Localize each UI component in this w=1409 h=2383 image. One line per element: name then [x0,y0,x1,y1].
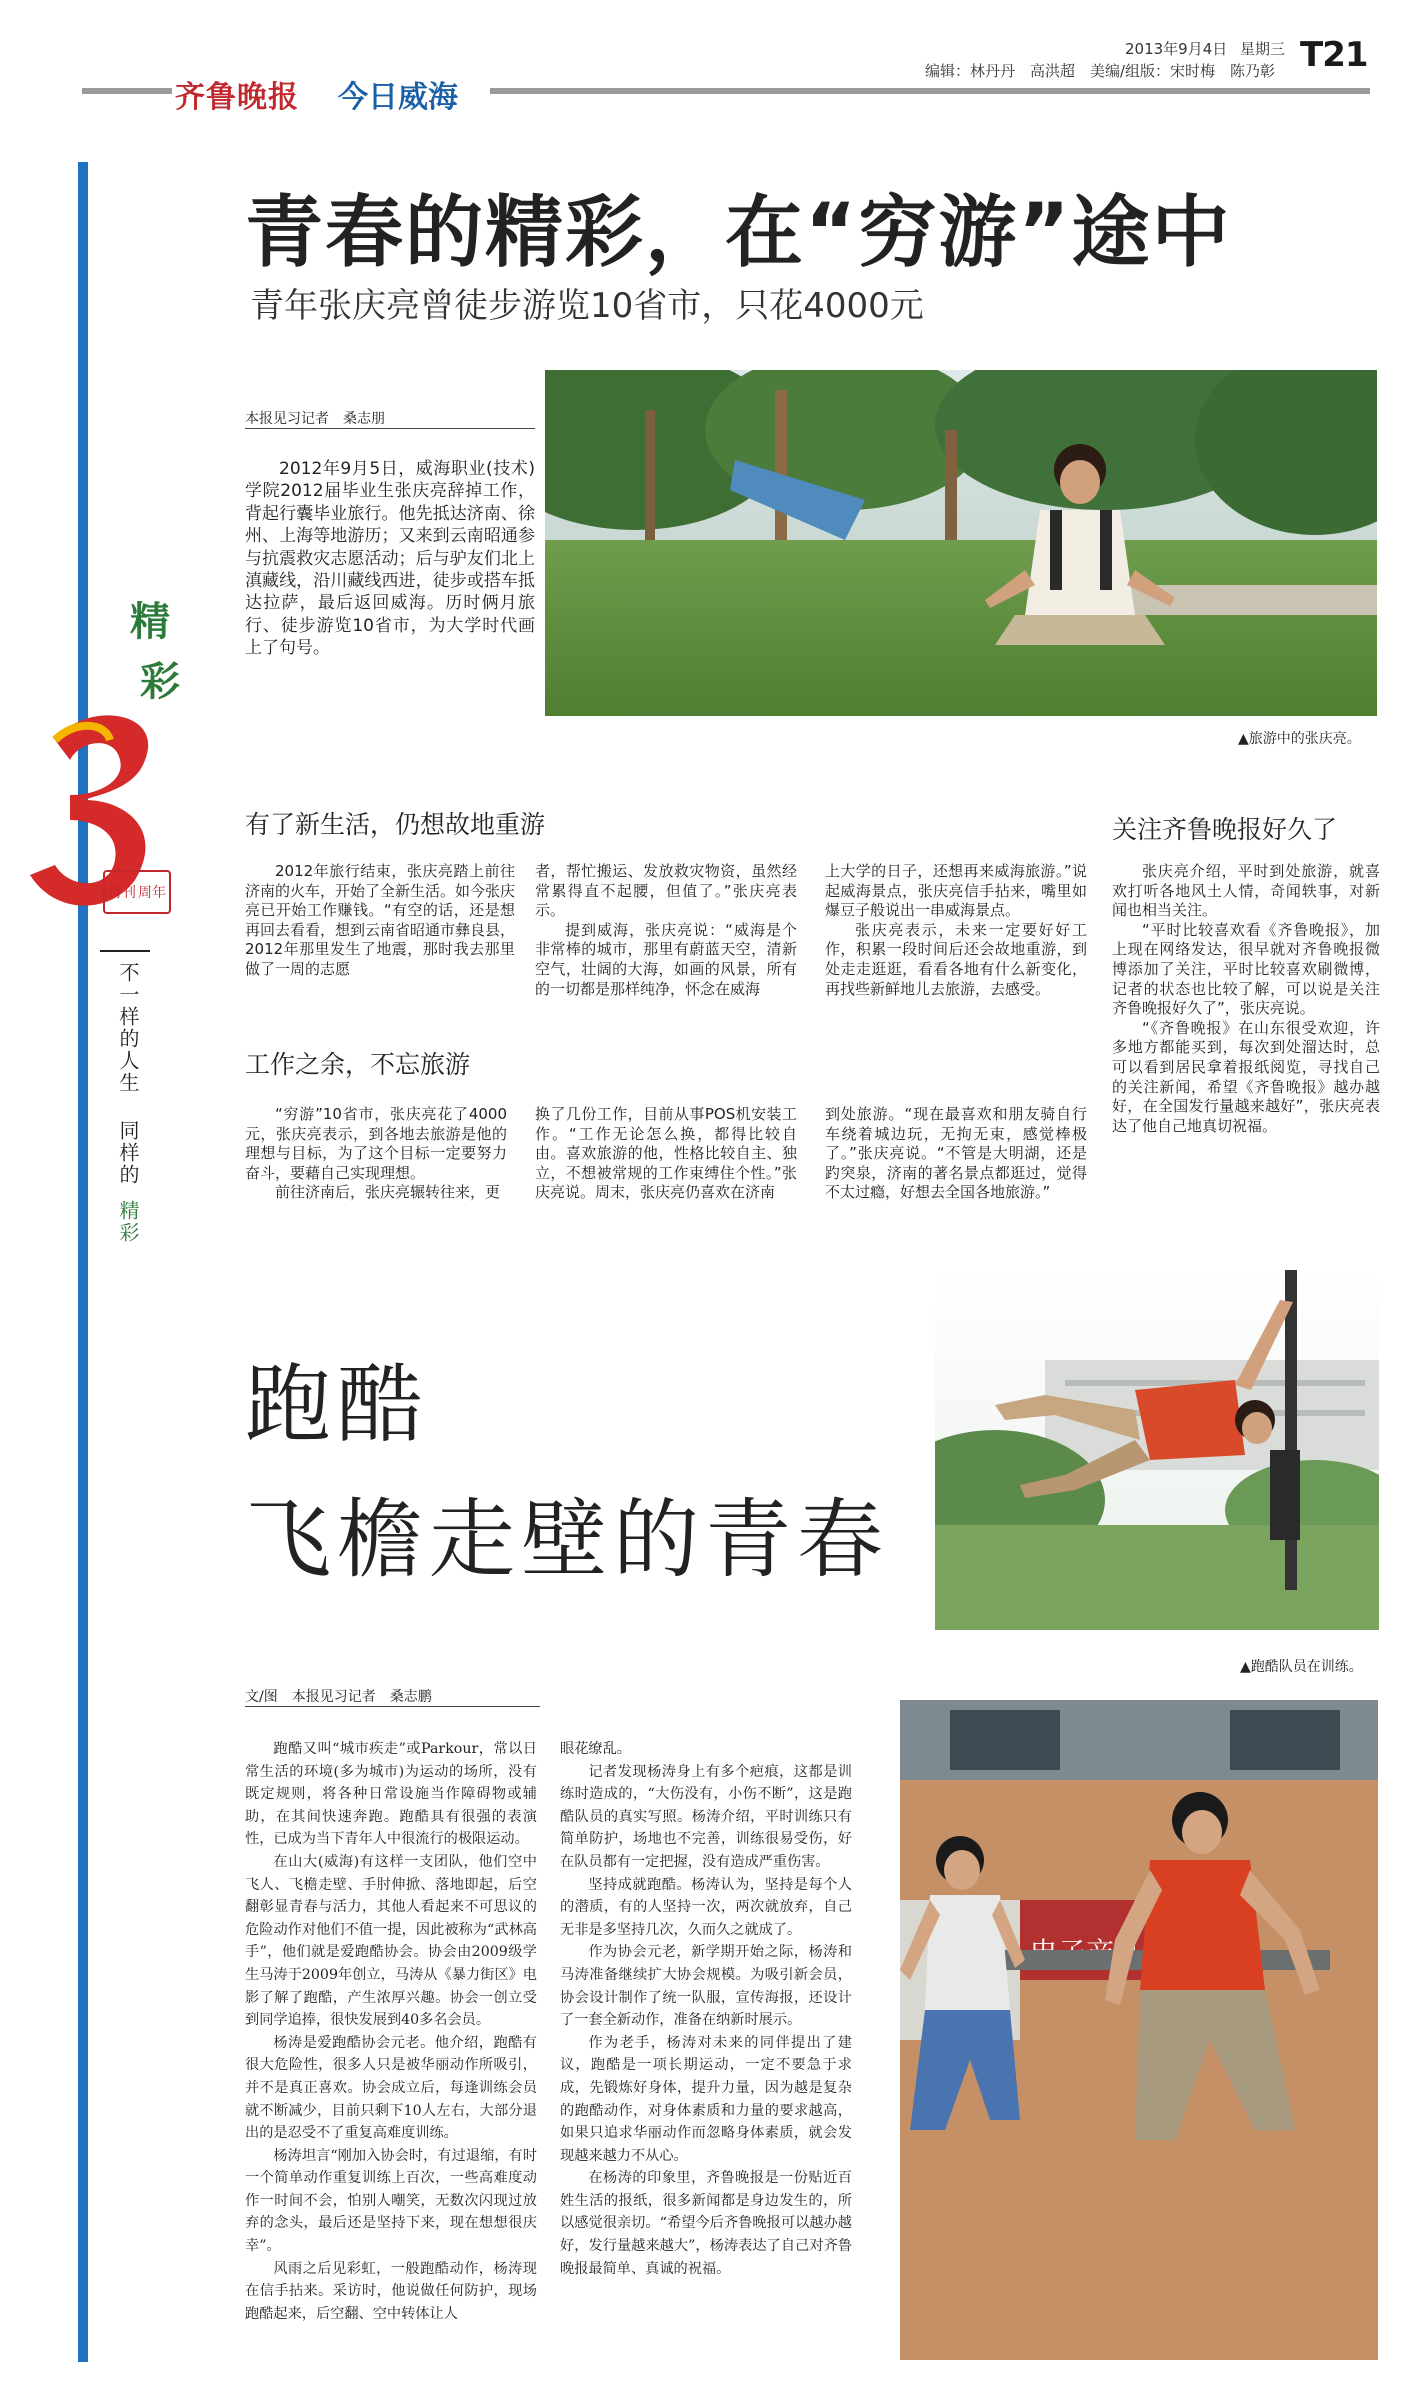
story2-col2 [560,1738,852,2280]
section-heading-attention: 关注齐鲁晚报好久了 [1112,815,1338,844]
story1-col1-b [245,1105,507,1203]
story2-photo-jump [900,1700,1378,2360]
issue-date: 2013年9月4日 [1125,40,1228,58]
masthead-rule-left [82,88,172,94]
col1c-paragraph: 前往济南后，张庆亮辗转往来，更 [275,1183,501,1202]
story1-col1-a [245,862,515,980]
badge-text-b: 周年 [138,885,166,901]
section-heading-travel: 工作之余，不忘旅游 [245,1050,471,1079]
logo-char-jing: 精 [130,598,170,645]
story2-col2-p3: 坚持成就跑酷。杨涛认为，坚持是每个人的潜质，有的人坚持一次，两次就放弃，自己无非是多坚持几次，久而久之就成了。 [560,1876,852,1938]
byline-rule [245,428,535,429]
story2-col1-p5: 风雨之后见彩虹，一般跑酷动作，杨涛现在信手拈来。采访时，他说做任何防护，现场跑酷起来，后空翻、空中转体让人 [245,2260,537,2322]
story1-col3-a [825,862,1087,999]
sidebar-tagline-divider [100,950,150,952]
masthead-brand: 齐鲁晚报 [175,80,299,115]
col4c-paragraph: “《齐鲁晚报》在山东很受欢迎，许多地方都能买到，每次到处溜达时，总可以看到居民拿着报纸阅览，寻找自己的关注新闻，希望《齐鲁晚报》越办越好，在全国发行量越来越好”，张庆亮表达了他自己地真切祝福。 [1112,1018,1380,1135]
story2-col1-p1: 跑酷又叫“城市疾走”或Parkour，常以日常生活的环境(多为城市)为运动的场所，没有既定规则，将各种日常设施当作障碍物或辅助，在其间快速奔跑。跑酷具有很强的表演性，已成为当下青年人中很流行的极限运动。 [245,1741,537,1848]
col3c-paragraph: 到处旅游。“现在最喜欢和朋友骑自行车绕着城边玩，无拘无束，感觉棒极了。”张庆亮说。“不管是大明湖，还是趵突泉，济南的著名景点都逛过，觉得不太过瘾，好想去全国各地旅游。” [825,1105,1087,1202]
col1b-paragraph: “穷游”10省市，张庆亮花了4000元，张庆亮表示，到各地去旅游是他的理想与目标，为了这个目标一定要努力奋斗，要藉自己实现理想。 [245,1105,507,1182]
story2-photo-caption: ▲跑酷队员在训练。 [1240,1659,1363,1675]
story2-col1-p2: 在山大(威海)有这样一支团队，他们空中飞人、飞檐走壁、手肘伸掀、落地即起，后空翻彰显青春与活力，其他人看起来不可思议的危险动作对他们不值一提，因此被称为“武林高手”，他们就是爱跑酷协会。协会由2009级学生马涛于2009年创立，马涛从《暴力街区》电影了解了跑酷，产生浓厚兴趣。协会一创立受到同学追捧，很快发展到40多名会员。 [245,1853,537,2029]
col3b-paragraph: 张庆亮表示，未来一定要好好工作，积累一段时间后还会故地重游，到处走走逛逛，看看各地有什么新变化，再找些新鲜地儿去旅游，去感受。 [825,920,1087,998]
left-blue-bar [78,162,88,2362]
story2-col1-p4: 杨涛坦言“刚加入协会时，有过退缩，有时一个简单动作重复训练上百次，一些高难度动作一时间不会，怕别人嘲笑，无数次闪现过放弃的念头，最后还是坚持下来，现在想想很庆幸”。 [245,2147,537,2255]
story2-byline: 文/图 本报见习记者 桑志鹏 [245,1689,432,1705]
col2a-paragraph: 者，帮忙搬运、发放救灾物资，虽然经常累得直不起腰，但值了。”张庆亮表示。 [535,862,797,920]
story1-subhead: 青年张庆亮曾徒步游览10省市，只花4000元 [250,286,924,326]
page-number: T21 [1300,35,1368,75]
col1a-paragraph: 2012年旅行结束，张庆亮踏上前往济南的火车，开始了全新生活。如今张庆亮已开始工作赚钱。“有空的话，还是想再回去看看，想到云南省昭通市彝良县，2012年那里发生了地震，那时我去那里做了一周的志愿 [245,862,516,978]
col4a-paragraph: 张庆亮介绍，平时到处旅游，就喜欢打听各地风土人情，奇闻轶事，对新闻也相当关注。 [1112,862,1380,920]
photo-parkour-jump [900,1700,1378,2360]
story1-photo [545,370,1377,716]
sidebar-tagline-a: 不一样的人生 [116,962,140,1094]
story2-col1-p3: 杨涛是爱跑酷协会元老。他介绍，跑酷有很大危险性，很多人只是被华丽动作所吸引，并不是真正喜欢。协会成立后，每逢训练会员就不断减少，目前只剩下10人左右，大部分退出的是忍受不了重复高难度训练。 [245,2034,537,2142]
story1-col2-a [535,862,797,999]
story2-col2-p5: 作为老手，杨涛对未来的同伴提出了建议，跑酷是一项长期运动，一定不要急于求成，先锻炼好身体，提升力量，因为越是复杂的跑酷动作，对身体素质和力量的要求越高，如果只追求华丽动作而忽略身体素质，就会发现越来越力不从心。 [560,2034,852,2164]
story2-col1 [245,1738,537,2325]
sidebar-logo [15,590,185,930]
story1-headline: 青春的精彩，在“穷游”途中 [245,188,1232,278]
masthead-rule-right [490,88,1370,94]
story1-photo-caption: ▲旅游中的张庆亮。 [1238,731,1361,747]
col2b-paragraph: 提到威海，张庆亮说：“威海是个非常棒的城市，那里有蔚蓝天空，清新空气，壮阔的大海，如画的风景，所有的一切都是那样纯净，怀念在威海 [535,920,797,998]
story1-col4 [1112,862,1380,1136]
section-heading-new-life: 有了新生活，仍想故地重游 [245,810,546,839]
story2-photo-pole [935,1270,1379,1630]
sidebar-tagline-b: 同样的 [116,1120,140,1186]
col3a-paragraph: 上大学的日子，还想再来威海旅游。”说起威海景点，张庆亮信手拈来，嘴里如爆豆子般说出一串威海景点。 [825,862,1087,920]
story2-headline-1: 跑酷 [245,1355,429,1455]
col4b-paragraph: “平时比较喜欢看《齐鲁晚报》，加上现在网络发达，很早就对齐鲁晚报微博添加了关注，平时比较喜欢刷微博，记者的状态也比较了解，可以说是关注齐鲁晚报好久了”，张庆亮说。 [1112,920,1380,1018]
photo-parkour-pole [935,1270,1379,1630]
masthead-section: 今日威海 [338,80,458,115]
story1-lead [245,458,535,660]
editors-credit: 编辑：林丹丹 高洪超 美编/组版：宋时梅 陈乃彰 [925,62,1276,80]
story2-headline-2: 飞檐走壁的青春 [245,1490,889,1590]
story2-col2-p2: 记者发现杨涛身上有多个疤痕，这都是训练时造成的，“大伤没有，小伤不断”，这是跑酷队员的真实写照。杨涛介绍，平时训练只有简单防护，场地也不完善，训练很易受伤，好在队员都有一定把握，没有造成严重伤害。 [560,1763,852,1870]
lead-paragraph: 2012年9月5日，威海职业(技术)学院2012届毕业生张庆亮辞掉工作，背起行囊毕业旅行。他先抵达济南、徐州、上海等地游历；又来到云南昭通参与抗震救灾志愿活动；后与驴友们北上滇藏线，沿川藏线西进，徒步或搭车抵达拉萨，最后返回威海。历时俩月旅行、徒步游览10省市，为大学时代画上了句号。 [245,459,535,659]
story1-byline: 本报见习记者 桑志朋 [245,411,385,427]
badge-text-a: 特刊 [108,885,136,901]
photo-traveler-on-grass [545,370,1377,716]
story2-col2-p4: 作为协会元老，新学期开始之际，杨涛和马涛准备继续扩大协会规模。为吸引新会员，协会设计制作了统一队服，宣传海报，还设计了一套全新动作，准备在纳新时展示。 [560,1944,852,2029]
issue-weekday: 星期三 [1240,40,1286,58]
col2c-paragraph: 换了几份工作，目前从事POS机安装工作。“工作无论怎么换，都得比较自由。喜欢旅游的他，性格比较自主、独立，不想被常规的工作束缚住个性。”张庆亮说。周末，张庆亮仍喜欢在济南 [535,1105,797,1202]
story2-byline-rule [245,1706,540,1707]
special-issue-badge [103,870,171,914]
story2-col2-p6: 在杨涛的印象里，齐鲁晚报是一份贴近百姓生活的报纸，很多新闻都是身边发生的，所以感觉很亲切。“希望今后齐鲁晚报可以越办越好，发行量越来越大”，杨涛表达了自己对齐鲁晚报最简单、真诚的祝福。 [560,2170,852,2277]
story2-col2-p1: 眼花缭乱。 [560,1741,631,1757]
logo-char-cai: 彩 [140,658,180,705]
sidebar-tagline-c: 精彩 [116,1200,140,1244]
story1-col3-b [825,1105,1087,1203]
story1-col2-b [535,1105,797,1203]
